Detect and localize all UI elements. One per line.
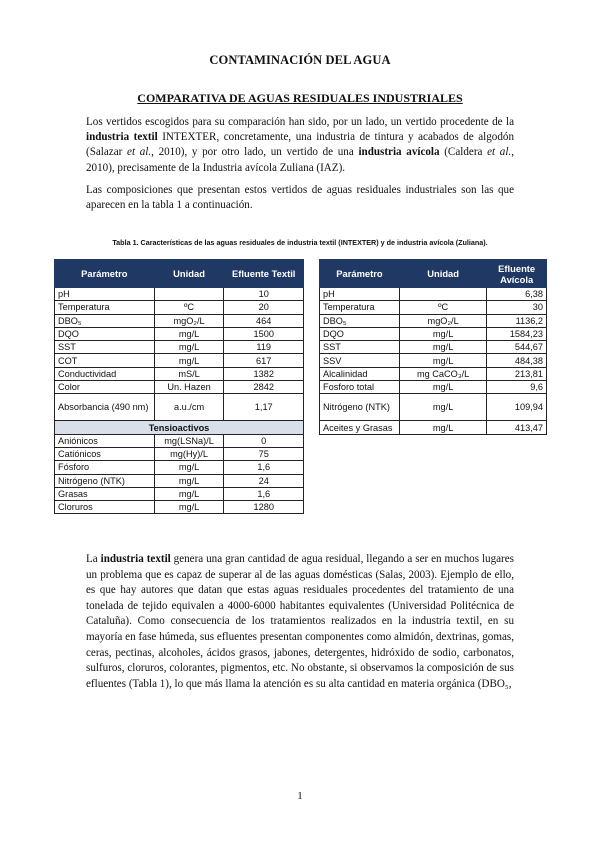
text-run: Los vertidos escogidos para su comparación han sido, por un lado, un vertido procedente de la	[86, 116, 514, 128]
section-row	[55, 421, 304, 434]
text-run: genera una gran cantidad de agua residual, llegando a ser en muchos lugares un problema que es capaz de superar al de las aguas domésticas (Salas, 2003). Ejemplo de ello, es que hay autores que datan que estas aguas residuales procedentes del tratamiento de una tonelada de tejido equivalen a 4000-6000 habitantes equivalentes (Universidad Politécnica de Cataluña). Como consecuencia de los tratamientos realizados en la industria textil, en su mayoría en fase húmeda, sus efluentes presentan componentes como almidón, dextrinas, gomas, ceras, pectinas, alcoholes, ácidos grasos, jabones, detergentes, hidróxido de sodio, carbonatos, sulfuros, cloruros, colorantes, pigmentos, etc. No obstante, si observamos la composición de sus efluentes (Tabla 1), lo que más llama la atención es su alta cantidad en materia orgánica (DBO₅,	[86, 553, 514, 690]
value-cell: 2842	[224, 381, 304, 394]
unit-cell: mg/L	[154, 327, 224, 340]
unit-cell: mg/L	[399, 394, 486, 421]
table-row	[320, 381, 547, 394]
table-header-row	[55, 260, 304, 288]
parameter-cell: Nitrógeno (NTK)	[320, 394, 400, 421]
column-header: Parámetro	[320, 260, 400, 288]
parameter-cell: Fosforo total	[320, 381, 400, 394]
italic-run: et al.	[127, 146, 152, 159]
parameter-cell: DQO	[320, 327, 400, 340]
unit-cell: mg(LSNa)/L	[154, 434, 224, 447]
unit-cell: mS/L	[154, 367, 224, 380]
parameter-cell: pH	[320, 288, 400, 301]
parameter-cell: DBO₅	[55, 314, 155, 327]
table-row	[55, 381, 304, 394]
parameter-cell: SST	[320, 341, 400, 354]
unit-cell: a.u./cm	[154, 394, 224, 421]
table-row	[320, 421, 547, 434]
value-cell: 1584,23	[487, 327, 547, 340]
value-cell: 109,94	[487, 394, 547, 421]
table-row	[320, 327, 547, 340]
unit-cell: ºC	[154, 301, 224, 314]
text-run: , 2010), y por otro lado, un vertido de una	[151, 146, 359, 159]
value-cell: 20	[224, 301, 304, 314]
table-row	[55, 474, 304, 487]
text-run: INTEXTER, concretamente, una industria de tintura y acabados de algodón (Salazar	[86, 131, 514, 159]
section-label: Tensioactivos	[55, 421, 304, 434]
parameter-cell: pH	[55, 288, 155, 301]
value-cell: 1,17	[224, 394, 304, 421]
parameter-cell: Fósforo	[55, 461, 155, 474]
value-cell: 1,6	[224, 487, 304, 500]
table-row	[55, 434, 304, 447]
table-row	[55, 354, 304, 367]
value-cell: 6,38	[487, 288, 547, 301]
table-row	[55, 501, 304, 514]
value-cell: 617	[224, 354, 304, 367]
value-cell: 30	[487, 301, 547, 314]
bold-run: industria textil	[86, 131, 158, 144]
value-cell: 544,67	[487, 341, 547, 354]
table-header-row	[320, 260, 547, 288]
unit-cell: mg CaCO₃/L	[399, 367, 486, 380]
unit-cell: mg/L	[399, 354, 486, 367]
column-header: Unidad	[399, 260, 486, 288]
parameter-cell: SST	[55, 341, 155, 354]
textile-industry-paragraph	[86, 552, 514, 692]
unit-cell: mg/L	[399, 421, 486, 434]
bold-run: industria avícola	[358, 146, 440, 159]
parameter-cell: Alcalinidad	[320, 367, 400, 380]
parameter-cell: SSV	[320, 354, 400, 367]
table-row	[320, 394, 547, 421]
section-subtitle: COMPARATIVA DE AGUAS RESIDUALES INDUSTRIALES	[137, 91, 463, 105]
value-cell: 9,6	[487, 381, 547, 394]
unit-cell: mg/L	[154, 461, 224, 474]
value-cell: 10	[224, 288, 304, 301]
parameter-cell: Aceites y Grasas	[320, 421, 400, 434]
value-cell: 413,47	[487, 421, 547, 434]
value-cell: 0	[224, 434, 304, 447]
unit-cell	[399, 288, 486, 301]
table-row	[320, 341, 547, 354]
intro-paragraph	[86, 115, 514, 176]
unit-cell: mg/L	[399, 381, 486, 394]
unit-cell: mg/L	[154, 501, 224, 514]
value-cell: 1136,2	[487, 314, 547, 327]
value-cell: 1382	[224, 367, 304, 380]
table-row	[55, 341, 304, 354]
table-row	[320, 288, 547, 301]
unit-cell	[154, 288, 224, 301]
table-row	[55, 301, 304, 314]
unit-cell: mg/L	[154, 341, 224, 354]
table-row	[55, 327, 304, 340]
text-run: La	[86, 553, 101, 565]
unit-cell: mg/L	[399, 327, 486, 340]
italic-run: et al.	[487, 146, 512, 159]
value-cell: 484,38	[487, 354, 547, 367]
table-row	[320, 354, 547, 367]
parameter-cell: Absorbancia (490 nm)	[55, 394, 155, 421]
column-header: Efluente Avícola	[487, 260, 547, 288]
column-header: Unidad	[154, 260, 224, 288]
parameter-cell: Catiónicos	[55, 447, 155, 460]
page-number: 1	[297, 790, 303, 802]
table-row	[320, 301, 547, 314]
bold-run: industria textil	[100, 553, 171, 565]
parameter-cell: Color	[55, 381, 155, 394]
parameter-cell: Temperatura	[55, 301, 155, 314]
table-row	[55, 447, 304, 460]
textile-effluent-table	[54, 259, 304, 514]
value-cell: 464	[224, 314, 304, 327]
table-row	[55, 367, 304, 380]
parameter-cell: Aniónicos	[55, 434, 155, 447]
unit-cell: mg/L	[154, 354, 224, 367]
parameter-cell: Temperatura	[320, 301, 400, 314]
value-cell: 1500	[224, 327, 304, 340]
parameter-cell: COT	[55, 354, 155, 367]
unit-cell: mg/L	[399, 341, 486, 354]
parameter-cell: DQO	[55, 327, 155, 340]
table-row	[55, 288, 304, 301]
table-row	[320, 367, 547, 380]
value-cell: 213,81	[487, 367, 547, 380]
value-cell: 1,6	[224, 461, 304, 474]
unit-cell: mg/L	[154, 487, 224, 500]
value-cell: 1280	[224, 501, 304, 514]
value-cell: 75	[224, 447, 304, 460]
table-row	[55, 394, 304, 421]
unit-cell: mgO₂/L	[154, 314, 224, 327]
parameter-cell: DBO₅	[320, 314, 400, 327]
text-run: , 2010), precisamente de la Industria avícola Zuliana (IAZ).	[86, 146, 514, 174]
composition-paragraph: Las composiciones que presentan estos vertidos de aguas residuales industriales son las que aparecen en la tabla 1 a continuación.	[86, 184, 514, 212]
table-row	[55, 314, 304, 327]
parameter-cell: Cloruros	[55, 501, 155, 514]
column-header: Efluente Textil	[224, 260, 304, 288]
parameter-cell: Nitrógeno (NTK)	[55, 474, 155, 487]
table-row	[55, 461, 304, 474]
value-cell: 24	[224, 474, 304, 487]
column-header: Parámetro	[55, 260, 155, 288]
table-caption: Tabla 1. Características de las aguas residuales de industria textil (INTEXTER) y de industria avícola (Zuliana).	[112, 238, 488, 247]
unit-cell: mg(Hy)/L	[154, 447, 224, 460]
parameter-cell: Grasas	[55, 487, 155, 500]
table-row	[55, 487, 304, 500]
value-cell: 119	[224, 341, 304, 354]
poultry-effluent-table	[319, 259, 547, 435]
document-title: CONTAMINACIÓN DEL AGUA	[209, 53, 391, 67]
parameter-cell: Conductividad	[55, 367, 155, 380]
table-row	[320, 314, 547, 327]
unit-cell: Un. Hazen	[154, 381, 224, 394]
unit-cell: ºC	[399, 301, 486, 314]
unit-cell: mgO₂/L	[399, 314, 486, 327]
unit-cell: mg/L	[154, 474, 224, 487]
text-run: (Caldera	[439, 146, 488, 159]
